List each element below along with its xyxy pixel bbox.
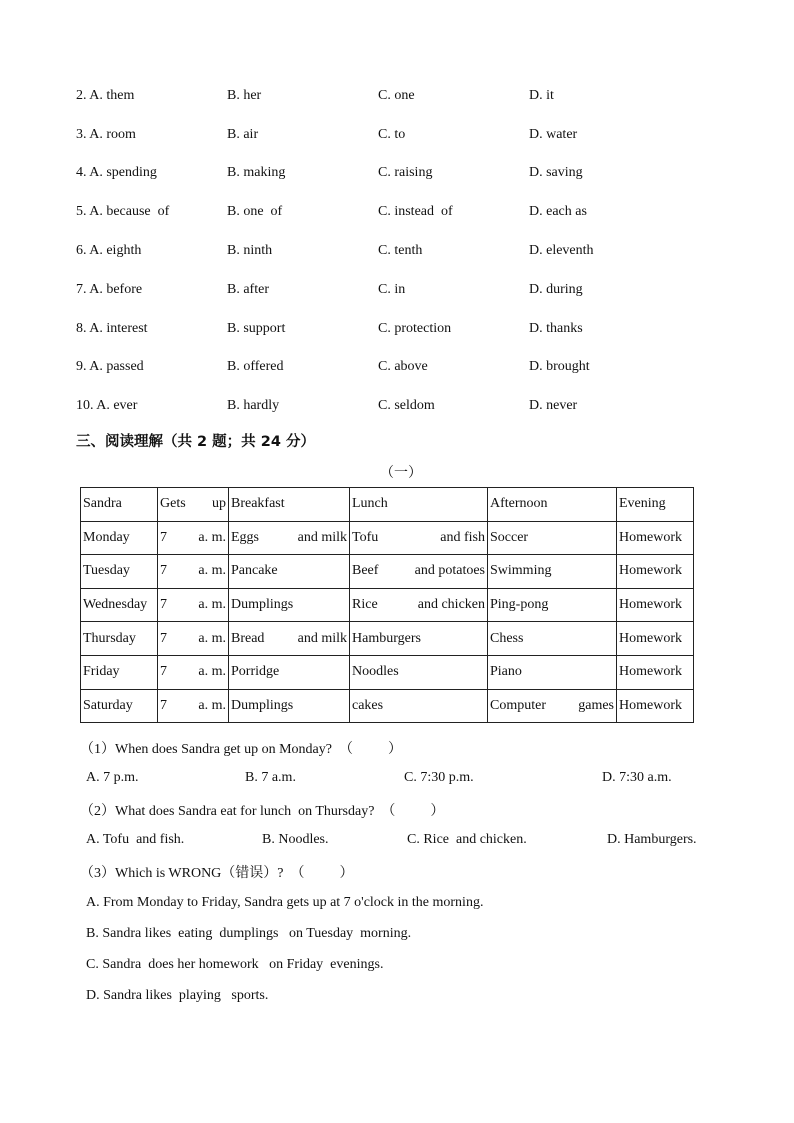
table-row [81,588,694,622]
header-name: Sandra [81,488,158,522]
option-a: 3. A. room [76,127,136,142]
option-c: C. to [378,127,406,142]
mc-question-10 [76,398,756,418]
cell-evening: Homework [617,689,694,723]
time-period: a. m. [198,697,226,713]
cell-breakfast [229,655,350,689]
option-a: 9. A. passed [76,359,144,374]
cell-breakfast [229,555,350,589]
cell-evening: Homework [617,521,694,555]
cell-evening: Homework [617,655,694,689]
lunch-text: Beef [352,563,379,579]
breakfast-text-2: and milk [297,529,347,545]
schedule-table [80,487,694,723]
cell-afternoon [488,655,617,689]
option-c: C. in [378,282,406,297]
time-hour: 7 [160,630,167,646]
option-c: C. 7:30 p.m. [404,770,474,785]
time-period: a. m. [198,529,226,545]
option-d: D. water [529,127,578,142]
breakfast-text: Bread [231,630,265,646]
passage-label: （一） [380,466,422,481]
mc-question-2 [76,88,756,108]
cell-day: Tuesday [81,555,158,589]
time-hour: 7 [160,664,167,680]
option-c: C. above [378,359,428,374]
time-hour: 7 [160,563,167,579]
cell-afternoon [488,588,617,622]
option-d: D. eleventh [529,243,594,258]
section-title: 三、阅读理解（共 2 题；共 24 分） [76,434,315,450]
header-gets-up [158,488,229,522]
lunch-text-2: and chicken [417,597,485,613]
afternoon-text: Computer [490,697,546,713]
afternoon-text: Piano [490,664,522,680]
cell-time [158,588,229,622]
mc-question-5 [76,204,756,224]
question-1-options [86,770,726,790]
statement-d: D. Sandra likes playing sports. [86,988,269,1003]
time-period: a. m. [198,597,226,613]
cell-afternoon [488,622,617,656]
option-c: C. instead of [378,204,453,219]
option-a: 5. A. because of [76,204,170,219]
option-a: 4. A. spending [76,165,157,180]
statement-b: B. Sandra likes eating dumplings on Tuesday morning. [86,926,412,941]
cell-lunch [350,555,488,589]
option-b: B. air [227,127,259,142]
option-d: D. thanks [529,321,583,336]
question-2-stem: （2）What does Sandra eat for lunch on Thursday? （ ） [80,804,445,819]
cell-evening: Homework [617,588,694,622]
statement-a: A. From Monday to Friday, Sandra gets up at 7 o'clock in the morning. [86,895,484,910]
option-a: A. 7 p.m. [86,770,139,785]
cell-day: Friday [81,655,158,689]
option-a: 10. A. ever [76,398,138,413]
cell-breakfast [229,622,350,656]
option-b: B. her [227,88,262,103]
header-gets: Gets [160,496,186,512]
question-1-stem: （1）When does Sandra get up on Monday? （ ） [80,742,402,757]
cell-time [158,555,229,589]
option-a: 6. A. eighth [76,243,142,258]
cell-breakfast [229,689,350,723]
table-header-row [81,488,694,522]
option-a: 2. A. them [76,88,135,103]
option-b: B. Noodles. [262,832,329,847]
breakfast-text: Pancake [231,563,278,579]
cell-day: Wednesday [81,588,158,622]
afternoon-text: Soccer [490,529,529,545]
option-b: B. offered [227,359,284,374]
cell-day: Thursday [81,622,158,656]
breakfast-text: Porridge [231,664,280,680]
cell-time [158,689,229,723]
option-b: B. making [227,165,286,180]
afternoon-text: Ping-pong [490,597,549,613]
header-lunch: Lunch [350,488,488,522]
breakfast-text: Dumplings [231,597,294,613]
option-d: D. during [529,282,583,297]
lunch-text: Tofu [352,529,379,545]
option-d: D. it [529,88,554,103]
table-row [81,689,694,723]
mc-question-4 [76,165,756,185]
breakfast-text: Eggs [231,529,259,545]
mc-question-3 [76,127,756,147]
lunch-text: Rice [352,597,378,613]
option-d: D. never [529,398,578,413]
option-b: B. hardly [227,398,280,413]
lunch-text-2: and fish [440,529,485,545]
lunch-text: cakes [352,697,384,713]
time-period: a. m. [198,563,226,579]
option-d: D. each as [529,204,587,219]
cell-time [158,622,229,656]
option-c: C. seldom [378,398,435,413]
option-a: 8. A. interest [76,321,148,336]
cell-afternoon [488,689,617,723]
lunch-text: Noodles [352,664,399,680]
option-c: C. raising [378,165,433,180]
mc-question-8 [76,321,756,341]
cell-evening: Homework [617,555,694,589]
option-a: 7. A. before [76,282,143,297]
cell-day: Monday [81,521,158,555]
option-b: B. support [227,321,286,336]
option-d: D. brought [529,359,590,374]
mc-question-6 [76,243,756,263]
option-a: A. Tofu and fish. [86,832,185,847]
cell-lunch [350,622,488,656]
table-row [81,521,694,555]
cell-breakfast [229,588,350,622]
option-b: B. ninth [227,243,273,258]
question-3-stem: （3）Which is WRONG（错误）? （ ） [80,866,354,881]
cell-time [158,655,229,689]
cell-breakfast [229,521,350,555]
cell-afternoon [488,521,617,555]
cell-day: Saturday [81,689,158,723]
table-row [81,655,694,689]
breakfast-text-2: and milk [297,630,347,646]
option-d: D. 7:30 a.m. [602,770,672,785]
table-row [81,622,694,656]
header-evening: Evening [617,488,694,522]
option-c: C. tenth [378,243,423,258]
cell-lunch [350,689,488,723]
mc-question-9 [76,359,756,379]
cell-lunch [350,521,488,555]
cell-evening: Homework [617,622,694,656]
header-afternoon: Afternoon [488,488,617,522]
afternoon-text: Swimming [490,563,552,579]
time-period: a. m. [198,630,226,646]
option-c: C. Rice and chicken. [407,832,527,847]
time-period: a. m. [198,664,226,680]
option-c: C. one [378,88,415,103]
time-hour: 7 [160,529,167,545]
header-breakfast: Breakfast [229,488,350,522]
lunch-text-2: and potatoes [414,563,485,579]
cell-afternoon [488,555,617,589]
question-2-options [86,832,726,852]
time-hour: 7 [160,597,167,613]
afternoon-text-2: games [578,697,614,713]
mc-question-7 [76,282,756,302]
cell-lunch [350,588,488,622]
time-hour: 7 [160,697,167,713]
option-d: D. saving [529,165,583,180]
option-b: B. 7 a.m. [245,770,296,785]
table-row [81,555,694,589]
option-b: B. after [227,282,269,297]
afternoon-text: Chess [490,630,524,646]
header-up: up [212,496,226,512]
cell-lunch [350,655,488,689]
breakfast-text: Dumplings [231,697,294,713]
lunch-text: Hamburgers [352,630,421,646]
option-d: D. Hamburgers. [607,832,697,847]
option-b: B. one of [227,204,283,219]
option-c: C. protection [378,321,452,336]
statement-c: C. Sandra does her homework on Friday evenings. [86,957,384,972]
cell-time [158,521,229,555]
